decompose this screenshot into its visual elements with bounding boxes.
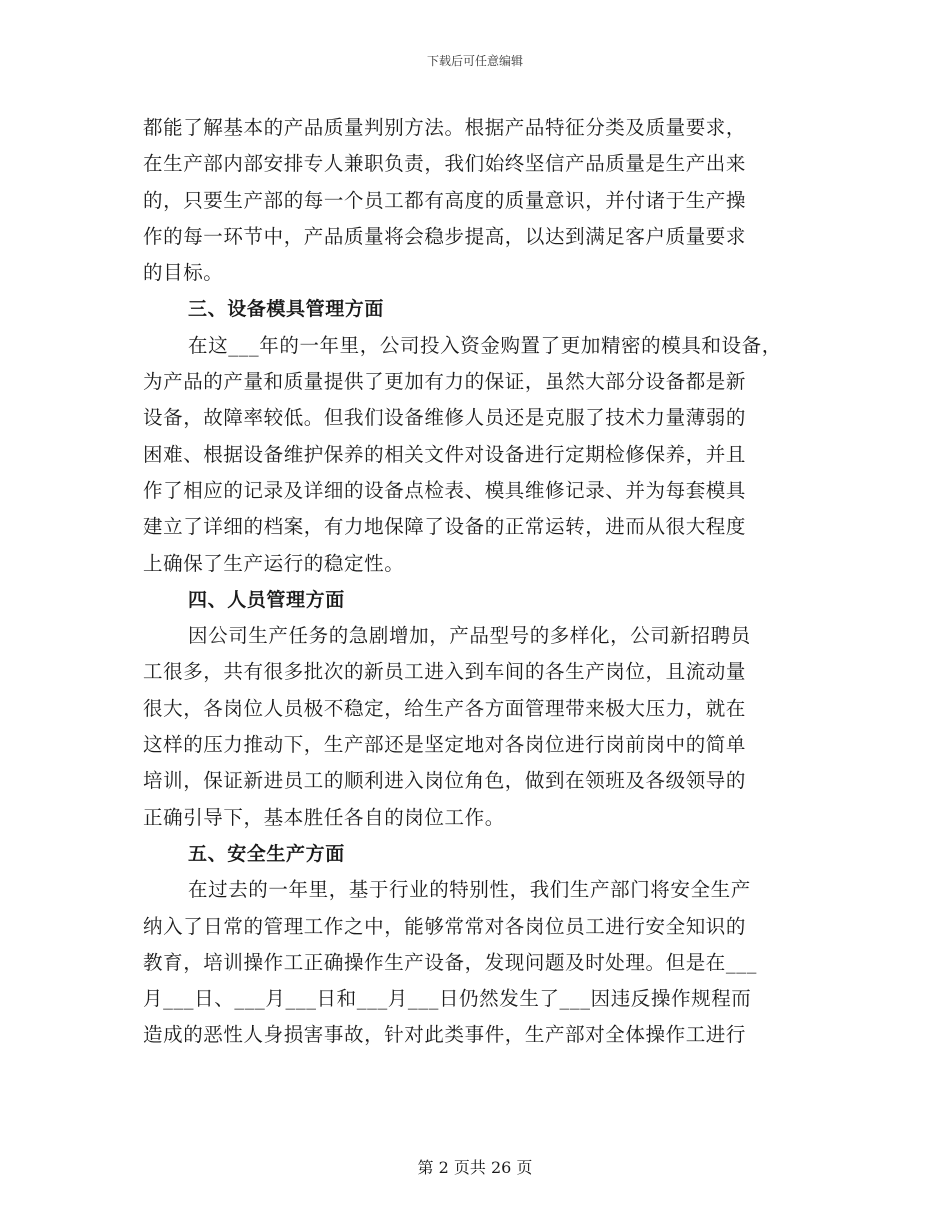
body-line: 建立了详细的档案，有力地保障了设备的正常运转，进而从很大程度 [143, 515, 747, 539]
body-line: 这样的压力推动下，生产部还是坚定地对各岗位进行岗前岗中的简单 [143, 733, 747, 757]
body-line: 培训，保证新进员工的顺利进入岗位角色，做到在领班及各级领导的 [143, 769, 747, 793]
section-heading-equipment: 三、设备模具管理方面 [188, 298, 385, 321]
section-heading-safety: 五、安全生产方面 [188, 842, 345, 865]
body-line: 设备，故障率较低。但我们设备维修人员还是克服了技术力量薄弱的 [143, 406, 747, 430]
body-line: 纳入了日常的管理工作之中，能够常常对各岗位员工进行安全知识的 [143, 914, 747, 938]
body-line: 在生产部内部安排专人兼职负责，我们始终坚信产品质量是生产出来 [143, 152, 747, 176]
page-header: 下载后可任意编辑 [426, 54, 523, 68]
body-line: 都能了解基本的产品质量判别方法。根据产品特征分类及质量要求， [143, 116, 747, 139]
body-line: 的目标。 [143, 261, 224, 285]
section-heading-personnel: 四、人员管理方面 [188, 588, 345, 611]
body-line: 工很多，共有很多批次的新员工进入到车间的各生产岗位，且流动量 [143, 660, 747, 684]
body-line: 月___日、___月___日和___月___日仍然发生了___因违反操作规程而 [143, 987, 752, 1011]
body-line: 困难、根据设备维护保养的相关文件对设备进行定期检修保养，并且 [143, 442, 747, 466]
body-line: 因公司生产任务的急剧增加，产品型号的多样化，公司新招聘员 [188, 624, 751, 648]
body-line: 上确保了生产运行的稳定性。 [143, 551, 405, 575]
body-line: 造成的恶性人身损害事故，针对此类事件，生产部对全体操作工进行 [143, 1023, 747, 1047]
body-line: 的，只要生产部的每一个员工都有高度的质量意识，并付诸于生产操 [143, 188, 747, 212]
body-line: 为产品的产量和质量提供了更加有力的保证，虽然大部分设备都是新 [143, 370, 747, 394]
page-number: 第 2 页共 26 页 [417, 1158, 533, 1177]
document-body [143, 110, 813, 1054]
body-line: 在这___年的一年里，公司投入资金购置了更加精密的模具和设备， [188, 333, 782, 357]
body-line: 在过去的一年里，基于行业的特别性，我们生产部门将安全生产 [188, 878, 751, 902]
body-line: 作的每一环节中，产品质量将会稳步提高，以达到满足客户质量要求 [143, 224, 747, 248]
body-line: 正确引导下，基本胜任各自的岗位工作。 [143, 805, 505, 829]
body-line: 很大，各岗位人员极不稳定，给生产各方面管理带来极大压力，就在 [143, 696, 747, 720]
body-line: 教育，培训操作工正确操作生产设备，发现问题及时处理。但是在___ [143, 950, 757, 974]
body-line: 作了相应的记录及详细的设备点检表、模具维修记录、并为每套模具 [143, 478, 747, 502]
